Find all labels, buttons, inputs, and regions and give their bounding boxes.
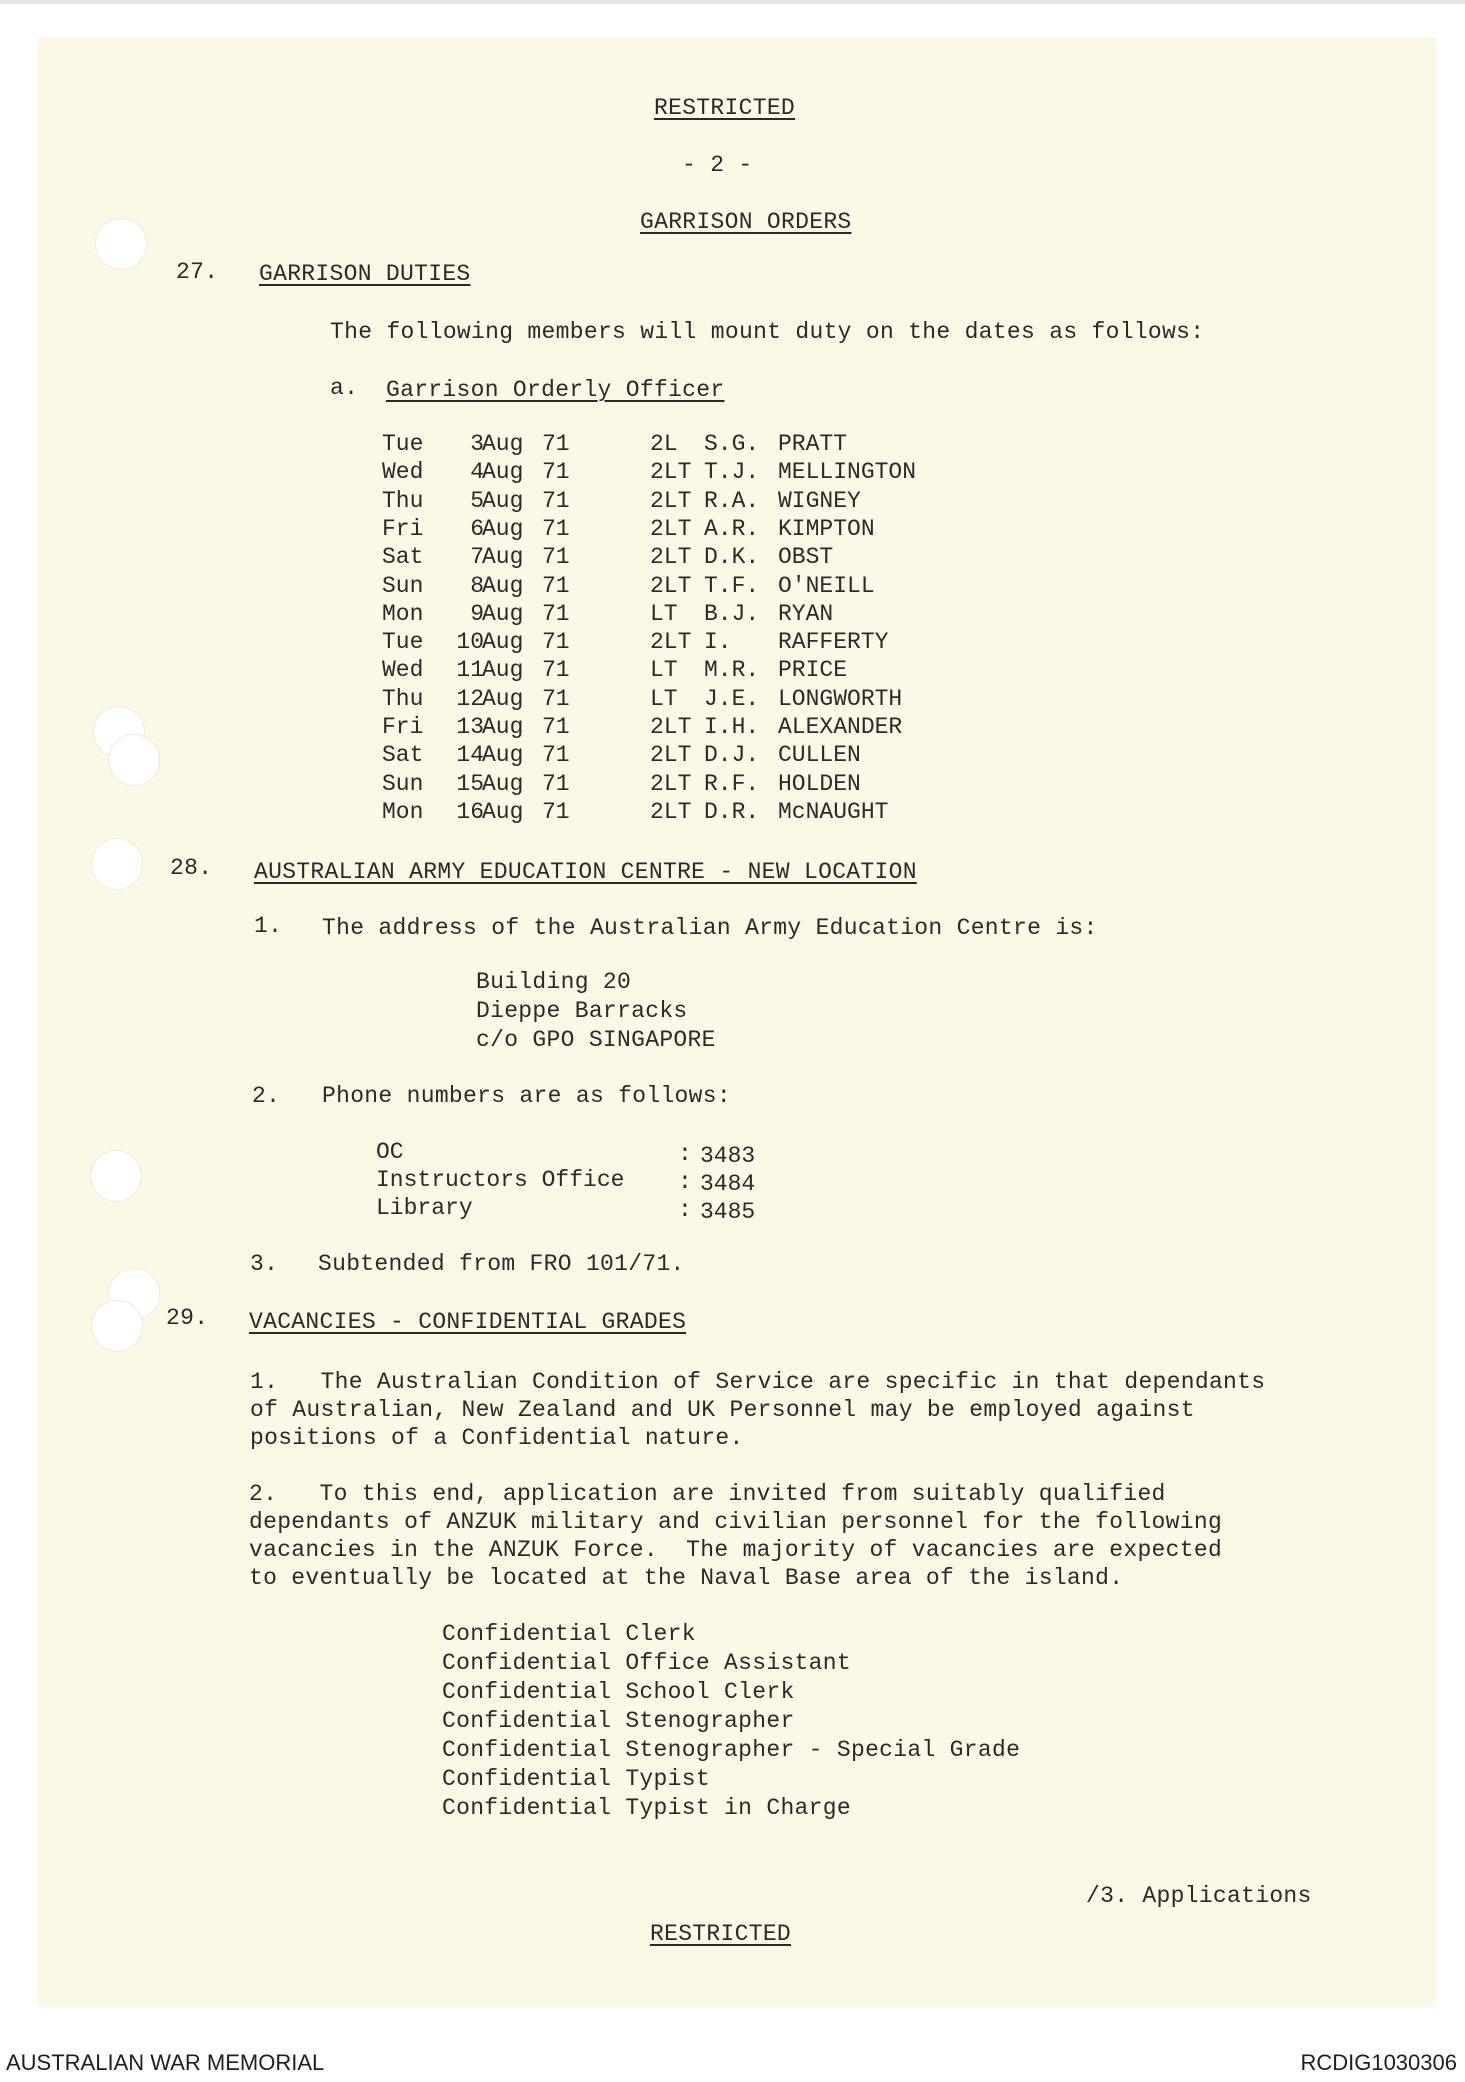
section-28-para-1-number: 1. [254, 913, 283, 939]
roster-rank: 2LT [650, 714, 692, 740]
section-28-para-3-number: 3. [250, 1251, 279, 1277]
roster-row [382, 515, 942, 543]
roster-year: 71 [542, 629, 570, 656]
roster-year: 71 [542, 600, 570, 627]
roster-initials: D.R. [704, 798, 760, 825]
section-27-heading: GARRISON DUTIES [259, 261, 471, 287]
punch-hole [108, 734, 160, 786]
section-28-para-2-text: Phone numbers are as follows: [322, 1083, 731, 1109]
roster-rank: 2LT [650, 629, 692, 656]
section-29-para-2-line: 2. To this end, application are invited from suitably qualified [249, 1481, 1166, 1507]
roster-date: 12 [456, 685, 484, 712]
roster-day: Wed [382, 657, 424, 684]
roster-day: Mon [382, 600, 424, 627]
address-line: Dieppe Barracks [476, 998, 688, 1024]
roster-initials: D.K. [704, 544, 760, 571]
roster-year: 71 [542, 431, 570, 457]
roster-month: Aug [482, 544, 524, 571]
roster-date: 9 [470, 600, 484, 627]
punch-hole [91, 1300, 143, 1352]
roster-row [382, 685, 942, 713]
roster-surname: O'NEILL [778, 572, 875, 599]
phone-list [376, 1138, 776, 1228]
vacancy-position: Confidential Typist in Charge [442, 1795, 851, 1821]
roster-surname: MELLINGTON [778, 459, 917, 486]
vacancy-position: Confidential Stenographer - Special Grade [442, 1737, 1021, 1763]
roster-rank: 2LT [650, 487, 692, 514]
address-line: Building 20 [476, 969, 632, 995]
roster-date: 14 [456, 742, 484, 769]
roster-year: 71 [542, 515, 570, 542]
section-28-para-2-number: 2. [252, 1083, 281, 1109]
duty-roster-table [382, 430, 942, 830]
section-29-heading: VACANCIES - CONFIDENTIAL GRADES [249, 1309, 687, 1335]
section-29-para-2-line: to eventually be located at the Naval Base area of the island. [249, 1565, 1124, 1591]
roster-surname: RYAN [778, 600, 834, 627]
punch-hole [95, 218, 147, 270]
roster-year: 71 [542, 572, 570, 599]
punch-hole [91, 838, 143, 890]
roster-month: Aug [482, 657, 524, 684]
roster-month: Aug [482, 572, 524, 599]
address-line: c/o GPO SINGAPORE [476, 1027, 716, 1053]
roster-row [382, 713, 942, 741]
roster-surname: HOLDEN [778, 770, 861, 797]
roster-rank: LT [650, 685, 678, 712]
roster-year: 71 [542, 657, 570, 684]
phone-separator: : [678, 1197, 692, 1223]
phone-label: Instructors Office [376, 1167, 625, 1193]
roster-rank: 2LT [650, 515, 692, 542]
roster-day: Tue [382, 431, 424, 457]
section-29-para-2-line: vacancies in the ANZUK Force. The majority of vacancies are expected [249, 1537, 1223, 1563]
section-29-para-2-line: dependants of ANZUK military and civilian personnel for the following [249, 1509, 1223, 1535]
vacancy-position: Confidential Clerk [442, 1621, 696, 1647]
phone-label: OC [376, 1139, 404, 1165]
roster-row [382, 741, 942, 769]
phone-number: 3484 [700, 1171, 756, 1197]
phone-separator: : [678, 1169, 692, 1195]
roster-initials: T.F. [704, 572, 760, 599]
punch-hole [90, 1150, 142, 1202]
roster-year: 71 [542, 770, 570, 797]
roster-rank: 2LT [650, 572, 692, 599]
archive-reference: RCDIG1030306 [1300, 2050, 1457, 2075]
phone-number: 3485 [700, 1199, 756, 1225]
roster-surname: ALEXANDER [778, 714, 903, 740]
roster-month: Aug [482, 600, 524, 627]
roster-date: 16 [456, 798, 484, 825]
roster-row [382, 656, 942, 684]
roster-date: 8 [470, 572, 484, 599]
roster-month: Aug [482, 431, 524, 457]
roster-date: 7 [470, 544, 484, 571]
roster-row [382, 458, 942, 486]
classification-header: RESTRICTED [654, 95, 796, 121]
roster-day: Thu [382, 487, 424, 514]
roster-day: Sun [382, 770, 424, 797]
section-27-number: 27. [176, 259, 219, 285]
section-27-sub-heading: Garrison Orderly Officer [386, 377, 725, 403]
roster-rank: 2LT [650, 742, 692, 769]
roster-surname: CULLEN [778, 742, 861, 769]
roster-day: Mon [382, 798, 424, 825]
roster-date: 3 [470, 431, 484, 457]
roster-day: Fri [382, 714, 424, 740]
roster-month: Aug [482, 685, 524, 712]
roster-day: Fri [382, 515, 424, 542]
roster-day: Sun [382, 572, 424, 599]
roster-day: Wed [382, 459, 424, 486]
document-title: GARRISON ORDERS [640, 209, 852, 235]
roster-rank: 2L [650, 431, 678, 457]
roster-month: Aug [482, 742, 524, 769]
roster-initials: A.R. [704, 515, 760, 542]
roster-month: Aug [482, 487, 524, 514]
roster-date: 13 [456, 714, 484, 740]
roster-rank: 2LT [650, 770, 692, 797]
vacancy-position: Confidential Office Assistant [442, 1650, 851, 1676]
roster-initials: R.F. [704, 770, 760, 797]
roster-surname: PRATT [778, 431, 848, 457]
roster-rank: LT [650, 600, 678, 627]
roster-rank: 2LT [650, 459, 692, 486]
roster-year: 71 [542, 714, 570, 740]
roster-surname: OBST [778, 544, 834, 571]
roster-surname: PRICE [778, 657, 848, 684]
section-29-para-1-line: of Australian, New Zealand and UK Personnel may be employed against [250, 1397, 1195, 1423]
roster-row [382, 628, 942, 656]
roster-year: 71 [542, 459, 570, 486]
roster-month: Aug [482, 629, 524, 656]
roster-year: 71 [542, 742, 570, 769]
continuation-note: /3. Applications [1086, 1883, 1312, 1909]
roster-initials: J.E. [704, 685, 760, 712]
roster-rank: 2LT [650, 798, 692, 825]
phone-separator: : [678, 1141, 692, 1167]
roster-surname: WIGNEY [778, 487, 861, 514]
section-27-intro: The following members will mount duty on the dates as follows: [330, 319, 1205, 345]
roster-rank: 2LT [650, 544, 692, 571]
roster-day: Thu [382, 685, 424, 712]
section-29-para-1-line: 1. The Australian Condition of Service are specific in that dependants [250, 1369, 1266, 1395]
phone-label: Library [376, 1195, 473, 1221]
roster-month: Aug [482, 714, 524, 740]
roster-row [382, 572, 942, 600]
roster-row [382, 430, 942, 458]
roster-initials: M.R. [704, 657, 760, 684]
roster-month: Aug [482, 515, 524, 542]
roster-initials: I.H. [704, 714, 760, 740]
roster-date: 4 [470, 459, 484, 486]
roster-date: 6 [470, 515, 484, 542]
section-28-heading: AUSTRALIAN ARMY EDUCATION CENTRE - NEW LOCATION [254, 859, 917, 885]
scan-top-edge [0, 0, 1465, 4]
roster-date: 10 [456, 629, 484, 656]
roster-day: Tue [382, 629, 424, 656]
roster-surname: KIMPTON [778, 515, 875, 542]
roster-date: 11 [456, 657, 484, 684]
roster-row [382, 487, 942, 515]
roster-initials: D.J. [704, 742, 760, 769]
classification-footer: RESTRICTED [650, 1921, 792, 1947]
roster-row [382, 543, 942, 571]
roster-year: 71 [542, 487, 570, 514]
roster-year: 71 [542, 685, 570, 712]
vacancy-position: Confidential Stenographer [442, 1708, 795, 1734]
section-28-para-1-text: The address of the Australian Army Education Centre is: [322, 915, 1098, 941]
section-29-number: 29. [166, 1305, 209, 1331]
roster-row [382, 770, 942, 798]
roster-initials: B.J. [704, 600, 760, 627]
phone-number: 3483 [700, 1143, 756, 1169]
roster-year: 71 [542, 798, 570, 825]
roster-initials: T.J. [704, 459, 760, 486]
roster-day: Sat [382, 544, 424, 571]
roster-initials: I. [704, 629, 732, 656]
roster-day: Sat [382, 742, 424, 769]
page-number: - 2 - [682, 152, 753, 178]
roster-surname: LONGWORTH [778, 685, 903, 712]
roster-initials: R.A. [704, 487, 760, 514]
roster-row [382, 798, 942, 826]
roster-surname: RAFFERTY [778, 629, 889, 656]
section-28-para-3-text: Subtended from FRO 101/71. [318, 1251, 685, 1277]
roster-rank: LT [650, 657, 678, 684]
roster-month: Aug [482, 798, 524, 825]
section-29-para-1-line: positions of a Confidential nature. [250, 1425, 744, 1451]
section-27-sub-letter: a. [330, 375, 359, 401]
roster-initials: S.G. [704, 431, 760, 457]
roster-surname: McNAUGHT [778, 798, 889, 825]
archive-credit: AUSTRALIAN WAR MEMORIAL [6, 2050, 325, 2075]
roster-month: Aug [482, 459, 524, 486]
roster-date: 5 [470, 487, 484, 514]
section-28-number: 28. [170, 855, 213, 881]
roster-row [382, 600, 942, 628]
roster-month: Aug [482, 770, 524, 797]
roster-date: 15 [456, 770, 484, 797]
vacancy-position: Confidential School Clerk [442, 1679, 795, 1705]
vacancy-position: Confidential Typist [442, 1766, 710, 1792]
roster-year: 71 [542, 544, 570, 571]
